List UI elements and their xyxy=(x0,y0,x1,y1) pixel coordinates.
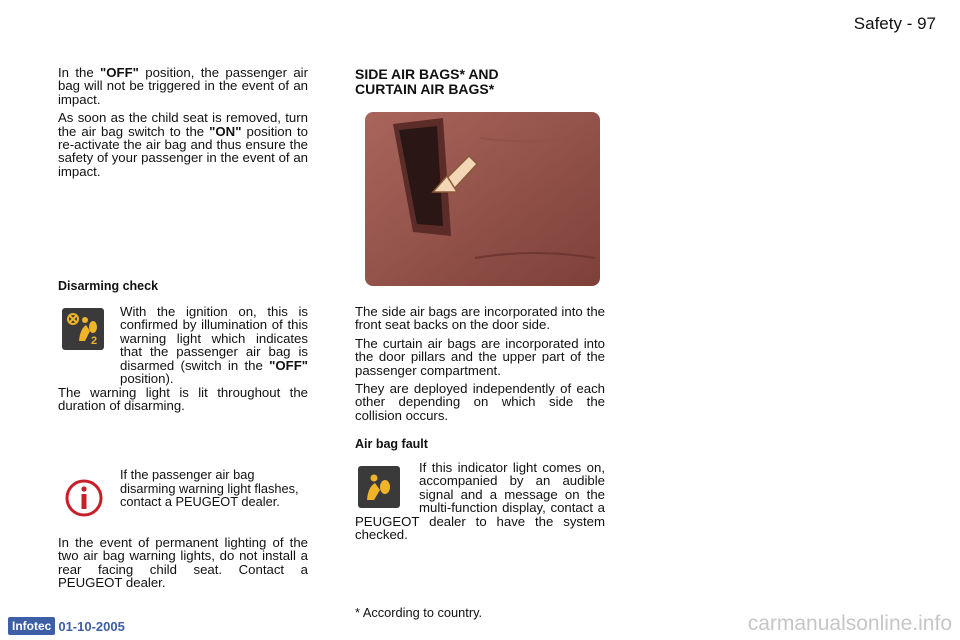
airbag-off-warning-icon xyxy=(62,308,104,350)
svg-text:2: 2 xyxy=(91,335,98,347)
off-position-paragraph: In the "OFF" position, the passenger air bag will not be triggered in the event of an impact. As soon as the child seat is removed, turn the air bag switch to the "ON" position to re-activate the air bag and thus ensure the safety of your passenger in the event of an impact. xyxy=(58,65,308,179)
infotec-badge: Infotec xyxy=(8,617,55,635)
page-header: Safety - 97 xyxy=(853,14,936,33)
watermark: carmanualsonline.info xyxy=(747,612,952,635)
footer-date: 01-10-2005 xyxy=(58,618,125,634)
disarming-text: With the ignition on, this is confirmed by illumination of this warning light which indicates that the passenger air bag is disarmed (switch in the "OFF" position). xyxy=(120,304,308,387)
footer-infotec xyxy=(8,617,125,635)
airbag-fault-heading: Air bag fault xyxy=(355,437,428,451)
permanent-lighting-text: In the event of permanent lighting of the two air bag warning lights, do not install a rear facing child seat. Contact a PEUGEOT dealer. xyxy=(58,535,308,591)
side-airbag-description: The side air bags are incorporated into the front seat backs on the door side. The curtain air bags are incorporated into the door pillars and the upper part of the passenger compartment. They are deployed independently of each other depending on which side the collision occurs. xyxy=(355,304,605,423)
footnote: * According to country. xyxy=(355,605,483,620)
airbag-fault-text: If this indicator light comes on, accompanied by an audible signal and a message on the multi-function display, contact a PEUGEOT dealer to have the system checked. xyxy=(355,460,605,543)
seat-airbag-photo xyxy=(355,108,603,288)
disarming-check-heading: Disarming check xyxy=(58,279,159,293)
disarming-duration-text: The warning light is lit throughout the duration of disarming. xyxy=(58,385,308,414)
info-text: If the passenger air bag disarming warning light flashes, contact a PEUGEOT dealer. xyxy=(120,467,299,509)
info-icon xyxy=(64,478,104,523)
section-title: SIDE AIR BAGS* AND CURTAIN AIR BAGS* xyxy=(355,66,499,97)
